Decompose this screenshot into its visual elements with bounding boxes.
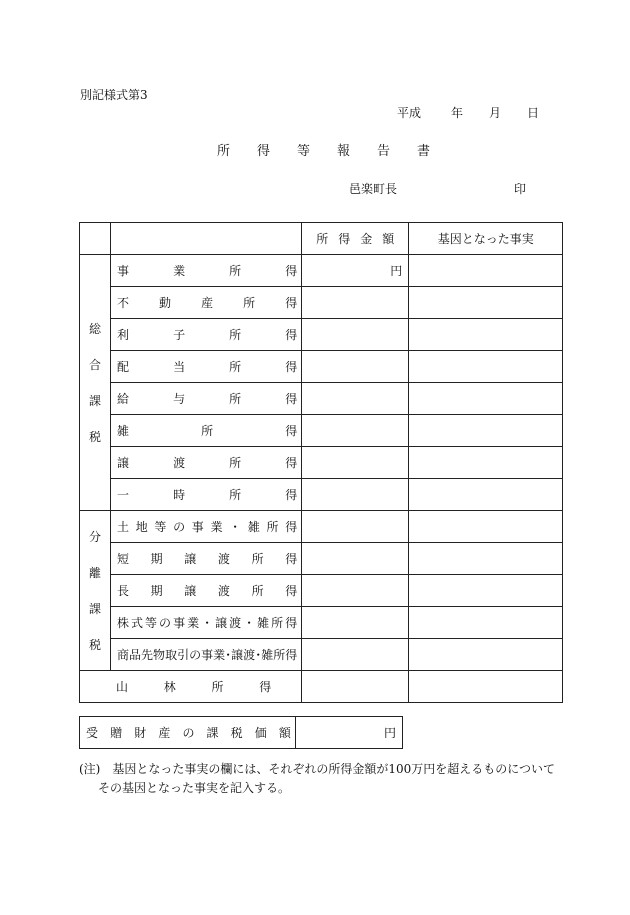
- amount-cell[interactable]: [302, 543, 409, 575]
- category-label: [80, 255, 111, 511]
- reason-cell[interactable]: [409, 351, 563, 383]
- reason-cell[interactable]: [409, 287, 563, 319]
- gift-label-text: 受 贈 財 産 の 課 税 価 額: [86, 726, 291, 740]
- category-vertical-text: [89, 311, 101, 455]
- income-type-text: 利 子 所 得: [117, 328, 298, 342]
- amount-cell[interactable]: [302, 607, 409, 639]
- income-type: [111, 383, 302, 415]
- amount-cell[interactable]: 円: [302, 255, 409, 287]
- category-char: 分: [88, 529, 101, 544]
- table-row: [80, 255, 563, 287]
- amount-cell[interactable]: [302, 319, 409, 351]
- group-general: [80, 255, 563, 511]
- reason-cell[interactable]: [409, 639, 563, 671]
- income-type: [111, 543, 302, 575]
- date-line: [397, 104, 539, 121]
- table-row: [80, 575, 563, 607]
- header-blank-2: [111, 223, 302, 255]
- income-type-text: 土 地 等 の 事 業 ・ 雑 所 得: [117, 520, 298, 534]
- table-row: [80, 479, 563, 511]
- group-separate: [80, 511, 563, 671]
- income-type-text: 株 式 等 の 事 業 ・ 譲 渡 ・ 雑 所 得: [117, 616, 298, 630]
- income-type-text: 譲 渡 所 得: [117, 456, 298, 470]
- income-type: [111, 351, 302, 383]
- note-line-2: その基因となった事実を記入する。: [98, 781, 291, 795]
- reason-cell[interactable]: [409, 607, 563, 639]
- income-type: [111, 255, 302, 287]
- reason-cell[interactable]: [409, 319, 563, 351]
- category-label: [80, 511, 111, 671]
- table-row: [80, 287, 563, 319]
- sanrin-label: [80, 671, 302, 703]
- category-char: 総: [88, 321, 101, 336]
- income-type: [111, 607, 302, 639]
- income-type-text: 長 期 譲 渡 所 得: [117, 584, 298, 598]
- category-char: 課: [88, 393, 101, 408]
- category-char: 合: [88, 357, 101, 372]
- reason-cell[interactable]: [409, 447, 563, 479]
- amount-cell[interactable]: [302, 415, 409, 447]
- addressee: 邑楽町長: [349, 182, 398, 196]
- date-year: 年: [451, 106, 464, 120]
- category-vertical-text: [89, 519, 101, 663]
- date-day: 日: [527, 106, 540, 120]
- header-amount: [302, 223, 409, 255]
- table-row: [80, 351, 563, 383]
- income-type: [111, 415, 302, 447]
- reason-cell[interactable]: [409, 415, 563, 447]
- income-type: [111, 447, 302, 479]
- reason-cell[interactable]: [409, 479, 563, 511]
- table-row: [80, 447, 563, 479]
- amount-cell[interactable]: [302, 351, 409, 383]
- amount-cell[interactable]: [302, 511, 409, 543]
- table-row: [80, 607, 563, 639]
- income-report-table: [79, 222, 563, 703]
- note-line-1: (注) 基因となった事実の欄には、それぞれの所得金額が100万円を超えるものについて: [79, 762, 556, 776]
- income-type: [111, 287, 302, 319]
- income-type: [111, 479, 302, 511]
- table-row: [80, 319, 563, 351]
- table-row: [80, 639, 563, 671]
- sanrin-text: 山 林 所 得: [116, 680, 272, 694]
- income-type-text: 一 時 所 得: [117, 488, 298, 502]
- income-type-text: 短 期 譲 渡 所 得: [117, 552, 298, 566]
- income-type-text: 雑 所 得: [117, 424, 298, 438]
- header-blank-1: [80, 223, 111, 255]
- form-number: 別記様式第3: [80, 88, 148, 102]
- table-row: [80, 383, 563, 415]
- gift-label: [80, 717, 296, 749]
- gift-amount[interactable]: 円: [296, 717, 403, 749]
- gift-table: [79, 716, 403, 749]
- header-amount-text: 所 得 金 額: [316, 232, 395, 246]
- amount-cell[interactable]: [302, 287, 409, 319]
- income-type-text: 事 業 所 得: [117, 264, 298, 278]
- category-char: 税: [88, 429, 101, 444]
- income-type: [111, 319, 302, 351]
- gift-row: [80, 717, 403, 749]
- income-type-text: 商 品 先 物 取 引 の 事 業 ･ 譲 渡 ･ 雑 所 得: [117, 648, 298, 662]
- sanrin-amount[interactable]: [302, 671, 409, 703]
- amount-cell[interactable]: [302, 575, 409, 607]
- sanrin-reason[interactable]: [409, 671, 563, 703]
- income-type-text: 配 当 所 得: [117, 360, 298, 374]
- reason-cell[interactable]: [409, 575, 563, 607]
- income-type-text: 不 動 産 所 得: [117, 296, 298, 310]
- category-char: 税: [88, 637, 101, 652]
- sanrin-row: [80, 671, 563, 703]
- date-month: 月: [489, 106, 502, 120]
- date-era: 平成: [397, 106, 422, 120]
- reason-cell[interactable]: [409, 511, 563, 543]
- income-type: [111, 639, 302, 671]
- income-type-text: 給 与 所 得: [117, 392, 298, 406]
- seal-mark: 印: [514, 182, 527, 196]
- header-row: [80, 223, 563, 255]
- header-reason: 基因となった事実: [409, 223, 563, 255]
- income-type: [111, 511, 302, 543]
- table-row: [80, 415, 563, 447]
- table-row: [80, 543, 563, 575]
- amount-cell[interactable]: [302, 383, 409, 415]
- reason-cell[interactable]: [409, 543, 563, 575]
- reason-cell[interactable]: [409, 383, 563, 415]
- reason-cell[interactable]: [409, 255, 563, 287]
- amount-cell[interactable]: [302, 479, 409, 511]
- table-row: [80, 511, 563, 543]
- amount-cell[interactable]: [302, 447, 409, 479]
- category-char: 離: [88, 565, 101, 580]
- amount-cell[interactable]: [302, 639, 409, 671]
- document-title: 所得等報告書: [217, 144, 458, 159]
- category-char: 課: [88, 601, 101, 616]
- income-type: [111, 575, 302, 607]
